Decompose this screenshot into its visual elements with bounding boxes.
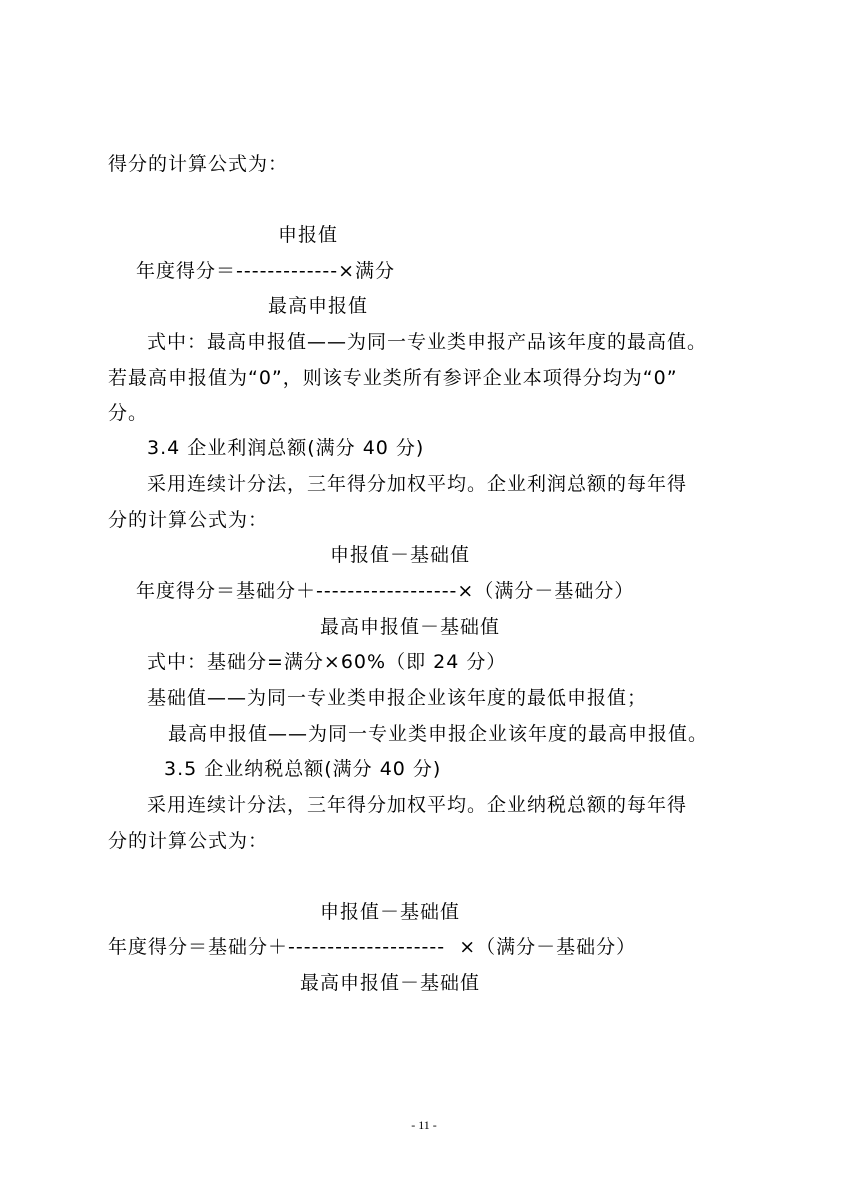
- section-heading-3-4: 3.4 企业利润总额(满分 40 分): [147, 437, 425, 459]
- formula-main-line: 年度得分＝基础分＋------------------×（满分－基础分）: [136, 580, 635, 602]
- formula-numerator: 申报值－基础值: [320, 901, 461, 923]
- formula-denominator: 最高申报值: [268, 295, 369, 317]
- formula-denominator: 最高申报值－基础值: [300, 972, 481, 994]
- formula-main-line: 年度得分＝基础分＋-------------------- ×（满分－基础分）: [108, 936, 637, 958]
- body-text-line: 分的计算公式为：: [108, 830, 269, 852]
- formula-numerator: 申报值: [278, 224, 339, 246]
- formula-numerator: 申报值－基础值: [330, 544, 471, 566]
- body-text-line: 分。: [108, 402, 149, 424]
- body-text-line: 采用连续计分法，三年得分加权平均。企业利润总额的每年得: [147, 473, 688, 495]
- page-number: - 11 -: [411, 1118, 437, 1132]
- body-text-line: 采用连续计分法，三年得分加权平均。企业纳税总额的每年得: [147, 794, 688, 816]
- formula-note-line: 式中：基础分=满分×60%（即 24 分）: [147, 651, 507, 673]
- formula-note-line: 基础值——为同一专业类申报企业该年度的最低申报值；: [147, 687, 648, 709]
- body-text-line: 若最高申报值为“0”，则该专业类所有参评企业本项得分均为“0”: [108, 367, 678, 389]
- body-text-line: 分的计算公式为：: [108, 509, 269, 531]
- formula-intro-text: 得分的计算公式为：: [108, 153, 289, 175]
- formula-note-line: 最高申报值——为同一专业类申报企业该年度的最高申报值。: [168, 723, 709, 745]
- section-heading-3-5: 3.5 企业纳税总额(满分 40 分): [164, 758, 442, 780]
- formula-main-line: 年度得分＝-------------×满分: [136, 260, 396, 282]
- formula-note-line: 式中：最高申报值——为同一专业类申报产品该年度的最高值。: [147, 331, 708, 353]
- formula-denominator: 最高申报值－基础值: [320, 616, 501, 638]
